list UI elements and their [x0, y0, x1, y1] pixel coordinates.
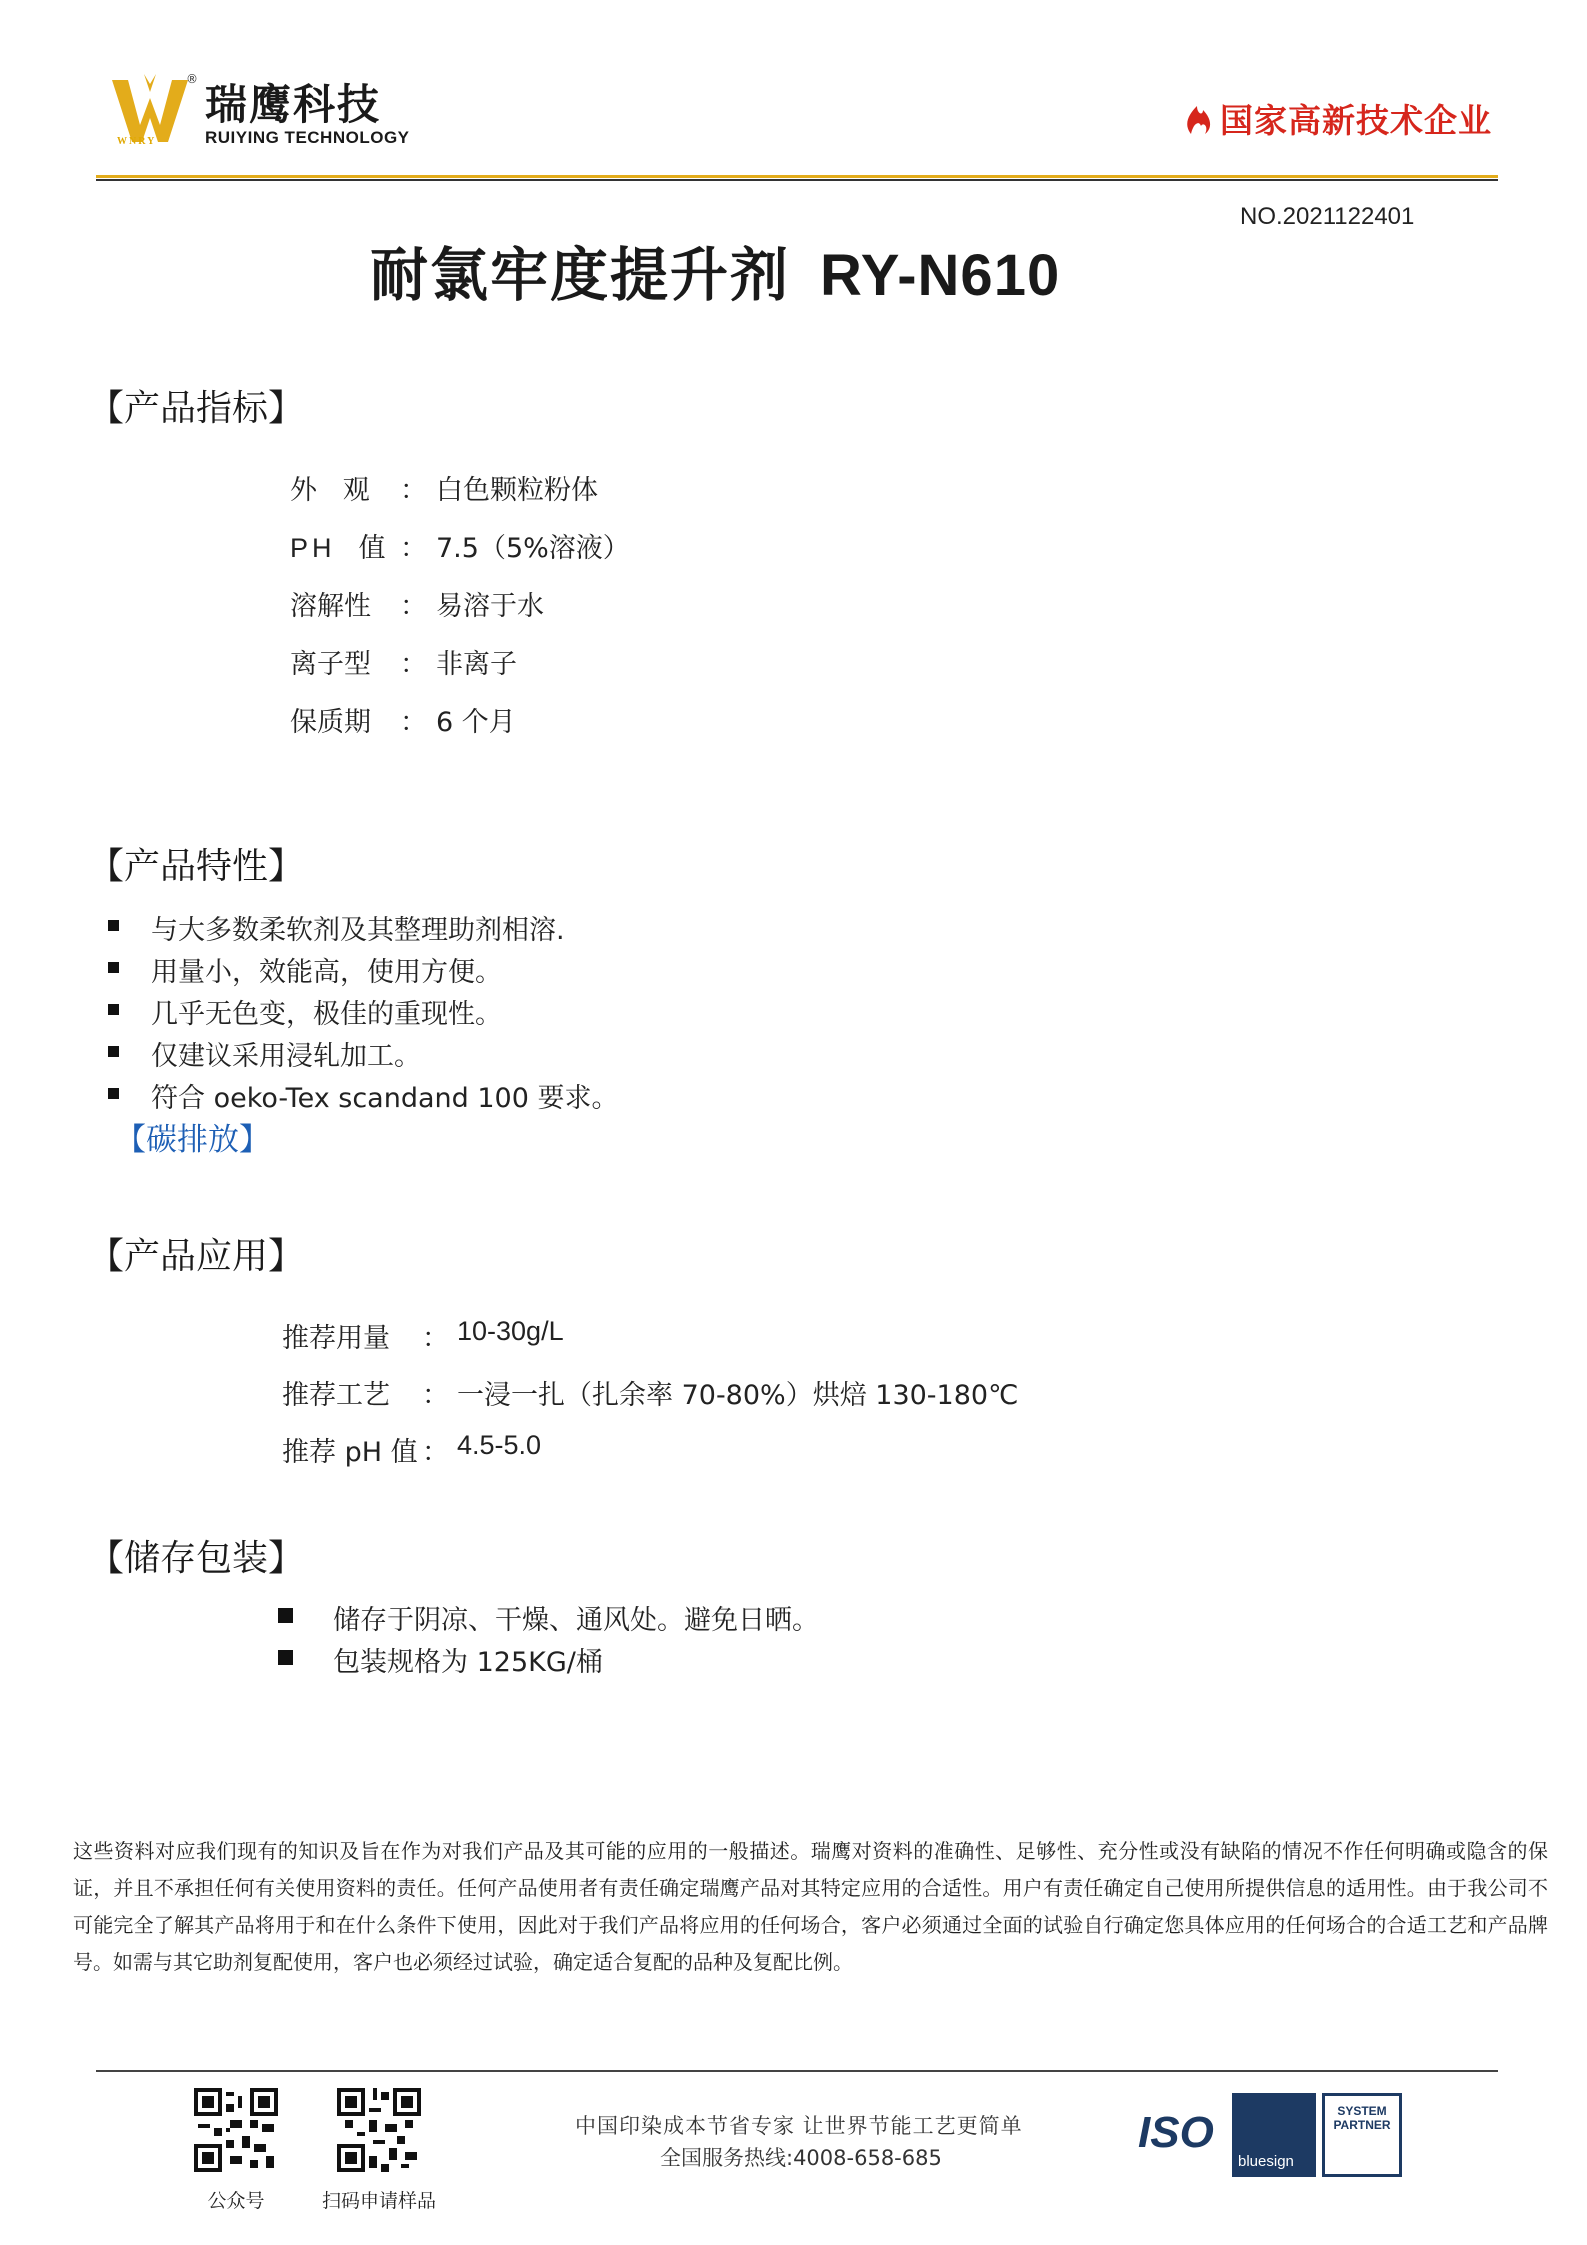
application-value: 一浸一扎（扎余率 70-80%）烘焙 130-180℃ [457, 1380, 1019, 1411]
hitech-enterprise-label: 国家高新技术企业 [1220, 101, 1492, 140]
spec-key: 溶解性 [290, 591, 371, 622]
application-key: 推荐用量 [282, 1323, 390, 1354]
application-value: 4.5-5.0 [457, 1430, 542, 1460]
spec-colon: ： [400, 475, 427, 506]
footer-divider [96, 2070, 1498, 2072]
spec-key: 保质期 [290, 707, 371, 738]
product-title [370, 228, 1060, 312]
system-partner-label: SYSTEM PARTNER [1333, 2104, 1391, 2132]
application-value: 10-30g/L [457, 1316, 564, 1346]
qr-code-icon [337, 2088, 421, 2172]
application-colon: ： [422, 1323, 449, 1354]
bullet-icon [108, 1004, 119, 1015]
document-number: NO.2021122401 [1240, 203, 1415, 230]
application-key: 推荐工艺 [282, 1380, 390, 1411]
qr-label-official-account: 公众号 [207, 2190, 265, 2212]
storage-text: 包装规格为 125KG/桶 [333, 1647, 603, 1678]
spec-value: 7.5（5%溶液） [436, 533, 630, 564]
spec-key: 外 观 [290, 475, 370, 506]
spec-value: 易溶于水 [436, 591, 544, 622]
bluesign-label: bluesign [1238, 2153, 1294, 2170]
bullet-icon [108, 920, 119, 931]
spec-value: 6 个月 [436, 707, 516, 738]
footer-service-hotline: 全国服务热线:4008-658-685 [660, 2146, 942, 2170]
application-colon: ： [422, 1380, 449, 1411]
feature-text: 几乎无色变，极佳的重现性。 [151, 999, 502, 1030]
storage-heading: 【储存包装】 [88, 1538, 305, 1579]
feature-text: 仅建议采用浸轧加工。 [151, 1041, 421, 1072]
spec-value: 非离子 [436, 649, 517, 680]
spec-value: 白色颗粒粉体 [436, 475, 598, 506]
brand-name-en: RUIYING TECHNOLOGY [205, 128, 410, 147]
application-heading: 【产品应用】 [88, 1236, 305, 1277]
qr-label-sample-request: 扫码申请样品 [321, 2190, 436, 2212]
feature-text: 与大多数柔软剂及其整理助剂相溶. [151, 915, 565, 946]
spec-colon: ： [400, 707, 427, 738]
spec-colon: ： [400, 591, 427, 622]
brand-name-cn: 瑞鹰科技 [205, 80, 382, 129]
features-heading: 【产品特性】 [88, 846, 305, 887]
spec-colon: ： [400, 533, 427, 564]
spec-key: 离子型 [290, 649, 371, 680]
feature-text: 用量小，效能高，使用方便。 [151, 957, 502, 988]
qr-code-icon [194, 2088, 278, 2172]
bullet-icon [108, 1088, 119, 1099]
header-divider-gold [96, 175, 1498, 178]
product-code: RY-N610 [820, 243, 1061, 308]
iso-logo: ISO [1138, 2108, 1214, 2157]
bullet-icon [108, 962, 119, 973]
bullet-icon [108, 1046, 119, 1057]
product-name: 耐氯牢度提升剂 [370, 241, 791, 309]
bullet-icon [278, 1608, 293, 1623]
storage-text: 储存于阴凉、干燥、通风处。避免日晒。 [333, 1605, 819, 1636]
disclaimer-text: 这些资料对应我们现有的知识及旨在作为对我们产品及其可能的应用的一般描述。瑞鹰对资料的准确性、足够性、充分性或没有缺陷的情况不作任何明确或隐含的保证，并且不承担任何有关使用资料的责任。任何产品使用者有责任确定瑞鹰产品对其特定应用的合适性。用户有责任确定自己使用所提供信息的适用性。由于我公司不可能完全了解其产品将用于和在什么条件下使用，因此对于我们产品将应用的任何场合，客户必须通过全面的试验自行确定您具体应用的任何场合的合适工艺和产品牌号。如需与其它助剂复配使用，客户也必须经过试验，确定适合复配的品种及复配比例。 [73, 1839, 1548, 1974]
header-divider [96, 179, 1498, 181]
footer-slogan: 中国印染成本节省专家 让世界节能工艺更简单 [575, 2114, 1023, 2138]
application-colon: ： [422, 1437, 449, 1468]
spec-key: PH 值 [290, 533, 390, 563]
application-key: 推荐 pH 值 [282, 1437, 418, 1468]
bullet-icon [278, 1650, 293, 1665]
brand-sub: WNRY [117, 136, 157, 147]
registered-mark: ® [186, 72, 198, 86]
feature-text: 符合 oeko-Tex scandand 100 要求。 [151, 1083, 619, 1114]
flame-icon [1183, 96, 1217, 136]
spec-colon: ： [400, 649, 427, 680]
carbon-emission-label: 【碳排放】 [115, 1122, 270, 1158]
spec-heading: 【产品指标】 [88, 388, 305, 429]
